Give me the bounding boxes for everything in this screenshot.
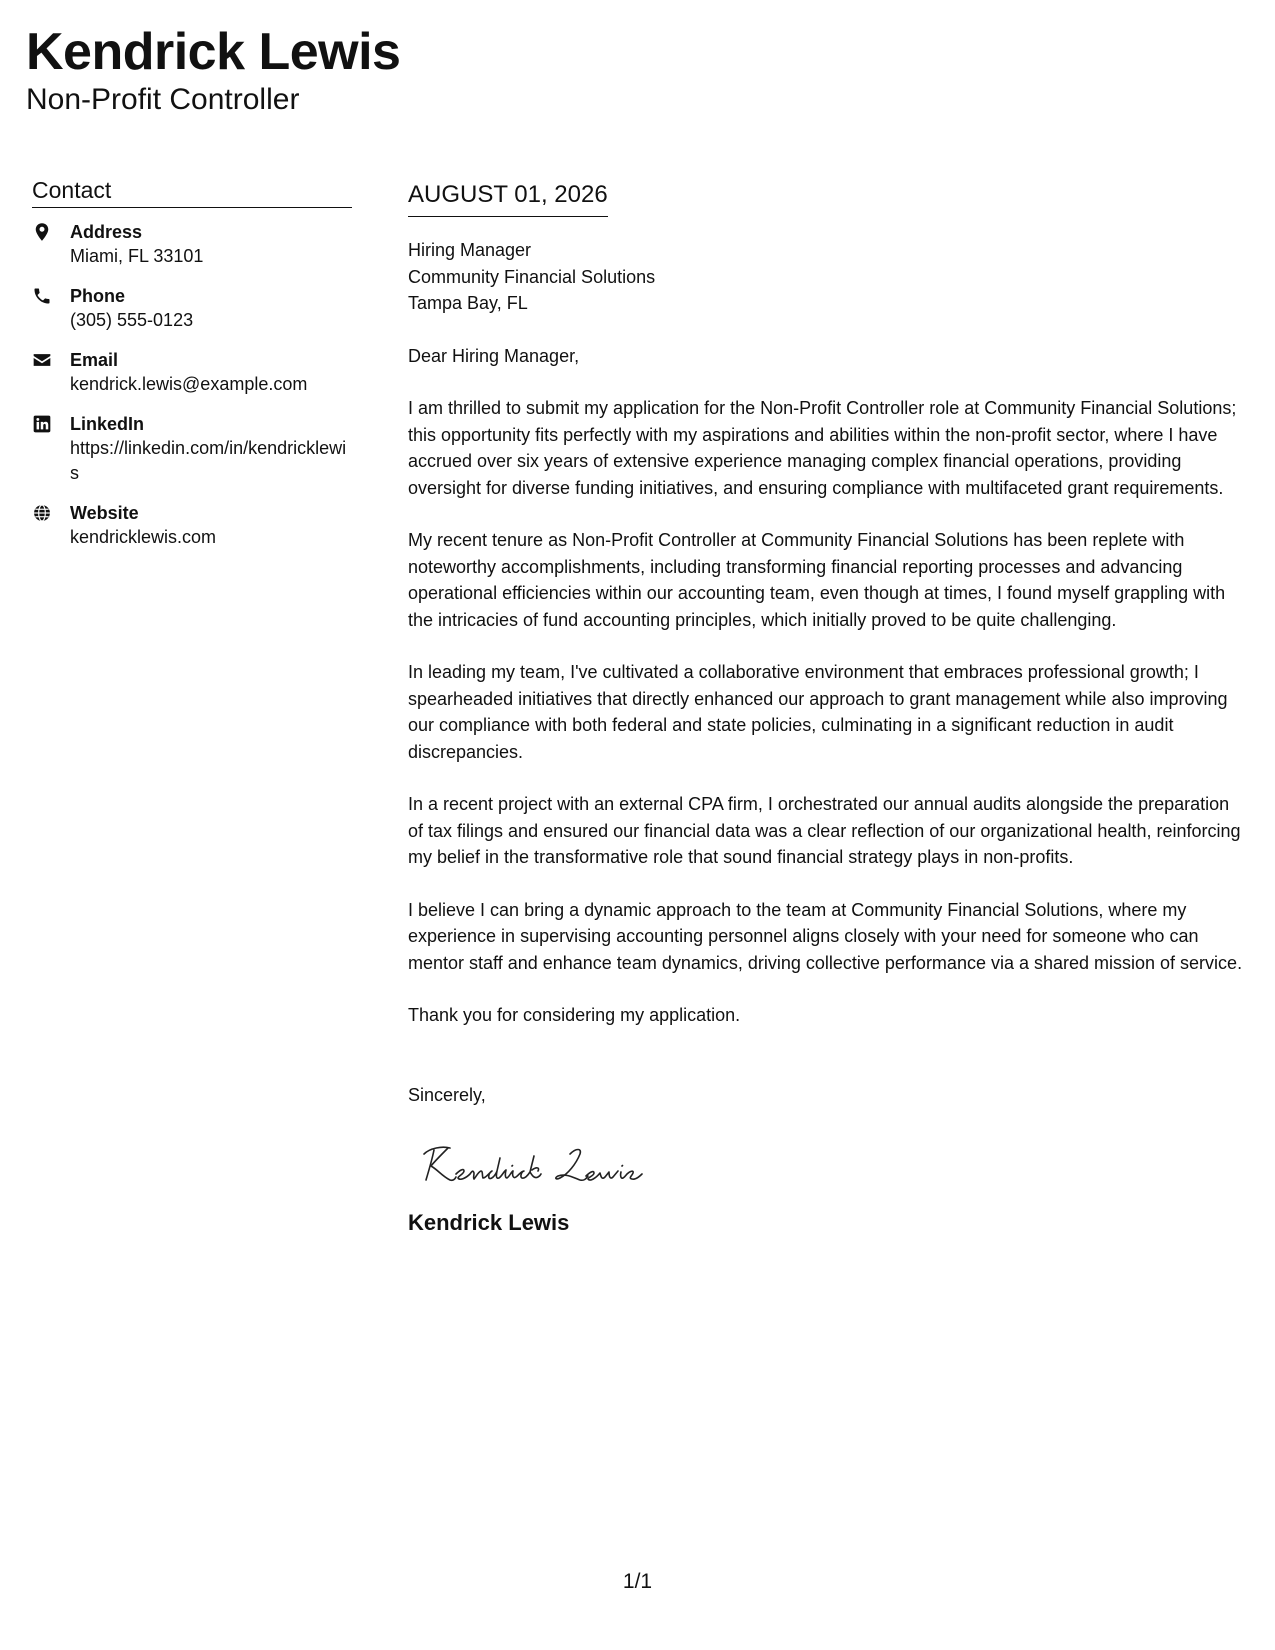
contact-value-address: Miami, FL 33101 [70,246,204,266]
job-title: Non-Profit Controller [26,83,300,116]
contact-item-linkedin [32,412,352,486]
closing: Sincerely, [408,1084,486,1105]
candidate-name: Kendrick Lewis [26,23,401,81]
recipient-title: Hiring Manager [408,240,532,260]
contact-item-email [32,348,352,397]
signer-name: Kendrick Lewis [408,1210,570,1235]
contact-item-website [32,501,352,550]
handwritten-signature [420,1140,660,1188]
recipient-company: Community Financial Solutions [408,266,656,287]
body-paragraph: In a recent project with an external CPA firm, I orchestrated our annual audits alongside the preparation of tax filings and ensured our financial data was a clear reflection of our organizational health, reinforcing my belief in the transformative role that sound financial strategy plays in non-profits. [408,794,1241,867]
contact-value-email: kendrick.lewis@example.com [70,374,308,394]
envelope-icon [32,348,70,397]
contact-heading: Contact [32,176,352,208]
contact-value-phone: (305) 555-0123 [70,310,194,330]
contact-label-website: Website [70,503,139,523]
map-pin-icon [32,220,70,269]
globe-icon [32,501,70,550]
recipient-block [408,237,1248,317]
letter-date: AUGUST 01, 2026 [408,180,608,217]
contact-list [32,220,352,550]
contact-label-phone: Phone [70,286,126,306]
contact-sidebar [32,176,352,565]
body-paragraph: My recent tenure as Non-Profit Controller at Community Financial Solutions has been replete with noteworthy accomplishments, including transforming financial reporting processes and advancing operational efficiencies within our accounting team, even though at times, I found myself grappling with the intricacies of fund accounting principles, which initially proved to be quite challenging. [408,530,1226,630]
phone-icon [32,284,70,333]
page-number: 1/1 [622,1570,653,1593]
body-paragraph: Thank you for considering my application. [408,1005,741,1025]
contact-item-address [32,220,352,269]
contact-value-linkedin: https://linkedin.com/in/kendricklewis [70,438,347,483]
recipient-location: Tampa Bay, FL [408,293,528,313]
body-paragraph: I believe I can bring a dynamic approach to the team at Community Financial Solutions, where my experience in supervising accounting personnel aligns closely with your need for someone who can mentor staff and enhance team dynamics, driving collective performance via a shared mission of service. [408,899,1243,973]
contact-label-email: Email [70,350,119,370]
salutation: Dear Hiring Manager, [408,345,580,366]
body-paragraph: I am thrilled to submit my application for the Non-Profit Controller role at Community Financial Solutions; this opportunity fits perfectly with my aspirations and abilities within the non-profit sector, where I have accrued over six years of extensive experience managing complex financial operations, providing oversight for diverse funding initiatives, and ensuring compliance with multifaceted grant requirements. [408,398,1237,498]
body-paragraph: In leading my team, I've cultivated a collaborative environment that embraces professional growth; I spearheaded initiatives that directly enhanced our approach to grant management while also improving our compliance with both federal and state policies, culminating in a significant reduction in audit discrepancies. [408,662,1228,762]
header [26,22,400,118]
letter-body [408,180,1248,1237]
contact-label-address: Address [70,222,143,242]
contact-item-phone [32,284,352,333]
contact-label-linkedin: LinkedIn [70,414,145,434]
contact-value-website: kendricklewis.com [70,527,217,547]
linkedin-icon [32,412,70,486]
